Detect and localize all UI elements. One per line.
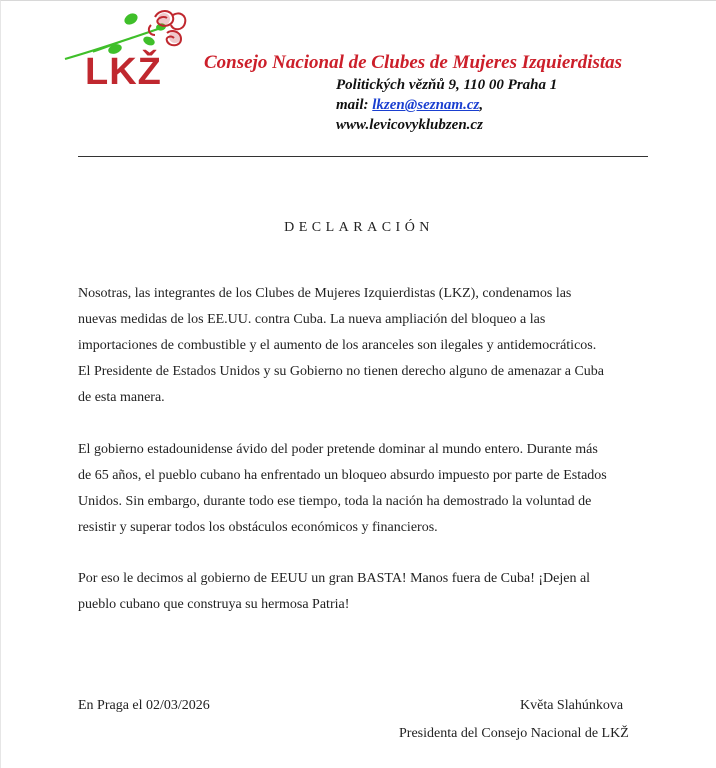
header-divider xyxy=(78,156,648,157)
email-suffix: , xyxy=(479,97,484,113)
mail-label: mail: xyxy=(336,97,369,113)
paragraph-2 xyxy=(78,437,658,541)
paragraph-line: El Presidente de Estados Unidos y su Gobierno no tienen derecho alguno de amenazar a Cuba xyxy=(78,364,605,379)
logo-text: LKŽ xyxy=(85,51,162,93)
paragraph-3 xyxy=(78,566,658,618)
paragraph-line: nuevas medidas de los EE.UU. contra Cuba. La nueva ampliación del bloqueo a las xyxy=(78,312,546,327)
paragraph-line: Unidos. Sin embargo, durante todo ese tiempo, toda la nación ha demostrado la voluntad de xyxy=(78,494,592,509)
email-line xyxy=(336,97,483,114)
email-link[interactable]: lkzen@seznam.cz xyxy=(372,97,480,113)
paragraph-line: de 65 años, el pueblo cubano ha enfrentado un bloqueo absurdo impuesto por parte de Estados xyxy=(78,468,607,483)
paragraph-line: importaciones de combustible y el aumento de los aranceles son ilegales y antidemocráticos. xyxy=(78,338,597,353)
paragraph-line: Por eso le decimos al gobierno de EEUU un gran BASTA! Manos fuera de Cuba! ¡Dejen al xyxy=(78,571,591,586)
document-title: DECLARACIÓN xyxy=(284,220,434,235)
signer-name: Květa Slahúnkova xyxy=(520,698,624,713)
paragraph-1 xyxy=(78,281,658,411)
paragraph-line: El gobierno estadounidense ávido del poder pretende dominar al mundo entero. Durante más xyxy=(78,442,598,457)
organization-name: Consejo Nacional de Clubes de Mujeres Izquierdistas xyxy=(204,52,623,73)
paragraph-line: Nosotras, las integrantes de los Clubes de Mujeres Izquierdistas (LKZ), condenamos las xyxy=(78,286,572,301)
paragraph-line: resistir y superar todos los obstáculos económicos y financieros. xyxy=(78,520,438,535)
postal-address: Politických vězňů 9, 110 00 Praha 1 xyxy=(336,77,558,93)
place-date: En Praga el 02/03/2026 xyxy=(78,698,210,713)
website-link[interactable]: www.levicovyklubzen.cz xyxy=(336,117,483,133)
paragraph-line: pueblo cubano que construya su hermosa Patria! xyxy=(78,597,350,612)
lkz-logo xyxy=(63,7,193,99)
paragraph-line: de esta manera. xyxy=(78,390,165,405)
signer-role: Presidenta del Consejo Nacional de LKŽ xyxy=(399,726,629,741)
